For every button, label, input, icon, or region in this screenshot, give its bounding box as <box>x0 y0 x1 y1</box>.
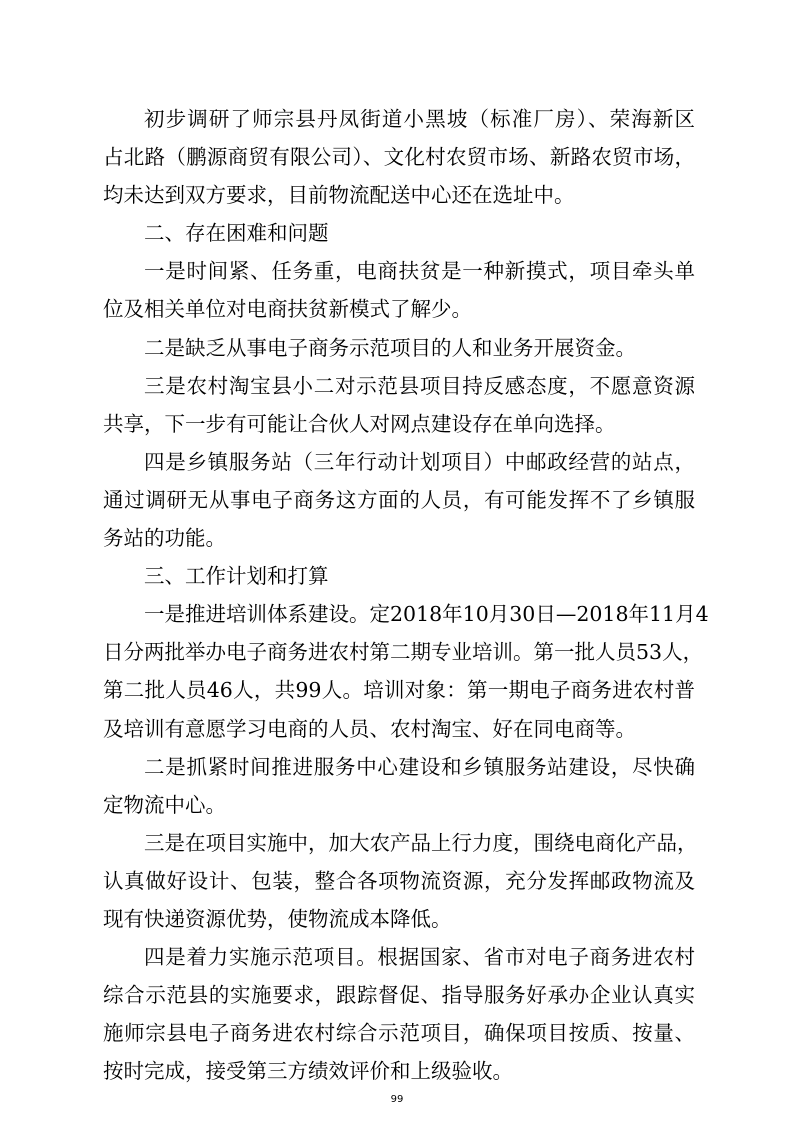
paragraph-line: 二是抓紧时间推进服务中心建设和乡镇服务站建设，尽快确 <box>144 754 695 779</box>
paragraph-line: 均未达到双方要求，目前物流配送中心还在选址中。 <box>103 183 575 208</box>
paragraph-line: 四是乡镇服务站（三年行动计划项目）中邮政经营的站点， <box>144 449 695 474</box>
paragraph-line: 第二批人员46人，共99人。培训对象：第一期电子商务进农村普 <box>103 678 695 703</box>
paragraph-line: 务站的功能。 <box>103 526 226 551</box>
paragraph-line: 现有快递资源优势，使物流成本降低。 <box>103 906 452 931</box>
paragraph-line: 位及相关单位对电商扶贫新模式了解少。 <box>103 297 472 322</box>
paragraph-line: 共享，下一步有可能让合伙人对网点建设存在单向选择。 <box>103 411 616 436</box>
paragraph-line: 认真做好设计、包装，整合各项物流资源，充分发挥邮政物流及 <box>103 868 695 893</box>
document-body <box>103 100 709 1090</box>
paragraph-line: 四是着力实施示范项目。根据国家、省市对电子商务进农村 <box>144 945 695 970</box>
paragraph-line: 定物流中心。 <box>103 792 226 817</box>
paragraph-line: 一是推进培训体系建设。定2018年10月30日—2018年11月4 <box>144 602 709 627</box>
paragraph-line: 综合示范县的实施要求，跟踪督促、指导服务好承办企业认真实 <box>103 983 695 1008</box>
paragraph-line: 占北路（鹏源商贸有限公司）、文化村农贸市场、新路农贸市场， <box>103 145 695 170</box>
paragraph-line: 日分两批举办电子商务进农村第二期专业培训。第一批人员53人， <box>103 640 704 665</box>
paragraph-line: 二是缺乏从事电子商务示范项目的人和业务开展资金。 <box>144 335 636 360</box>
section-heading: 三、工作计划和打算 <box>144 564 329 589</box>
paragraph-line: 初步调研了师宗县丹凤街道小黑坡（标准厂房）、荣海新区 <box>144 107 695 131</box>
paragraph-line: 通过调研无从事电子商务这方面的人员，有可能发挥不了乡镇服 <box>103 487 695 512</box>
page-number: 99 <box>390 1094 404 1105</box>
paragraph-line: 及培训有意愿学习电商的人员、农村淘宝、好在同电商等。 <box>103 716 636 741</box>
section-heading: 二、存在困难和问题 <box>144 221 329 246</box>
paragraph-line: 一是时间紧、任务重，电商扶贫是一种新摸式，项目牵头单 <box>144 259 695 284</box>
paragraph-line: 三是农村淘宝县小二对示范县项目持反感态度，不愿意资源 <box>144 373 695 398</box>
paragraph-line: 按时完成，接受第三方绩效评价和上级验收。 <box>103 1059 513 1084</box>
paragraph-line: 三是在项目实施中，加大农产品上行力度，围绕电商化产品， <box>144 830 698 855</box>
paragraph-line: 施师宗县电子商务进农村综合示范项目，确保项目按质、按量、 <box>103 1021 695 1046</box>
